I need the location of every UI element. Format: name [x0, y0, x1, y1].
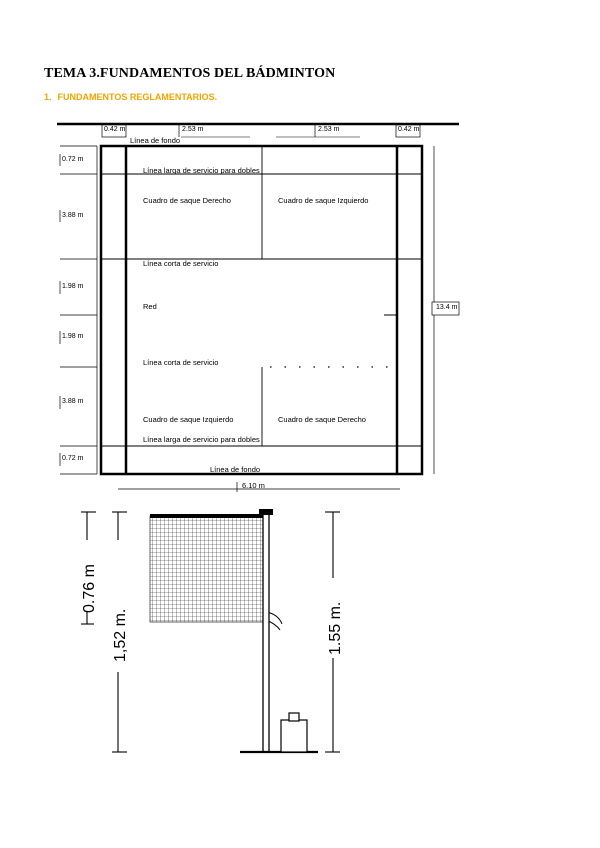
left-measure-1: 0.72 m — [62, 156, 84, 163]
post-weight — [281, 720, 307, 752]
court-diagram — [57, 124, 459, 492]
net-post — [263, 512, 269, 752]
bottom-measure: 6.10 m — [242, 481, 265, 490]
label-box-left-bottom: Cuadro de saque Izquierdo — [143, 415, 234, 424]
left-measures — [60, 146, 97, 474]
net-measure-right: 1.55 m. — [327, 601, 344, 655]
left-measure-2: 3.88 m — [62, 212, 84, 219]
label-long-service-bottom: Línea larga de servicio para dobles — [143, 435, 260, 444]
net-mesh — [150, 516, 266, 622]
label-long-service-top: Línea larga de servicio para dobles — [143, 166, 260, 175]
net-measure-left: 1,52 m. — [112, 608, 129, 662]
label-net: Red — [143, 302, 157, 311]
section-number: 1. — [44, 92, 52, 102]
label-short-service-bottom: Línea corta de servicio — [143, 358, 219, 367]
top-measure-2: 2.53 m — [182, 126, 204, 133]
page-title: TEMA 3.FUNDAMENTOS DEL BÁDMINTON — [44, 66, 336, 81]
left-measure-3: 1.98 m — [62, 283, 84, 290]
right-measure: 13.4 m — [436, 304, 458, 311]
left-measure-4: 1.98 m — [62, 333, 84, 340]
left-measure-5: 3.88 m — [62, 398, 84, 405]
top-measure-3: 2.53 m — [318, 126, 340, 133]
left-measure-6: 0.72 m — [62, 455, 84, 462]
label-back-line-bottom: Línea de fondo — [210, 465, 261, 474]
label-box-left-top: Cuadro de saque Izquierdo — [278, 196, 369, 205]
label-box-right-top: Cuadro de saque Derecho — [143, 196, 231, 205]
section-title: FUNDAMENTOS REGLAMENTARIOS. — [57, 92, 218, 102]
label-short-service-top: Línea corta de servicio — [143, 259, 219, 268]
net-measure-top: 0.76 m — [81, 564, 98, 613]
label-back-line-top: Línea de fondo — [130, 136, 181, 145]
label-box-right-bottom: Cuadro de saque Derecho — [278, 415, 366, 424]
net-diagram — [81, 509, 344, 752]
top-measure-4: 0.42 m — [398, 126, 420, 133]
top-measure-1: 0.42 m — [104, 126, 126, 133]
